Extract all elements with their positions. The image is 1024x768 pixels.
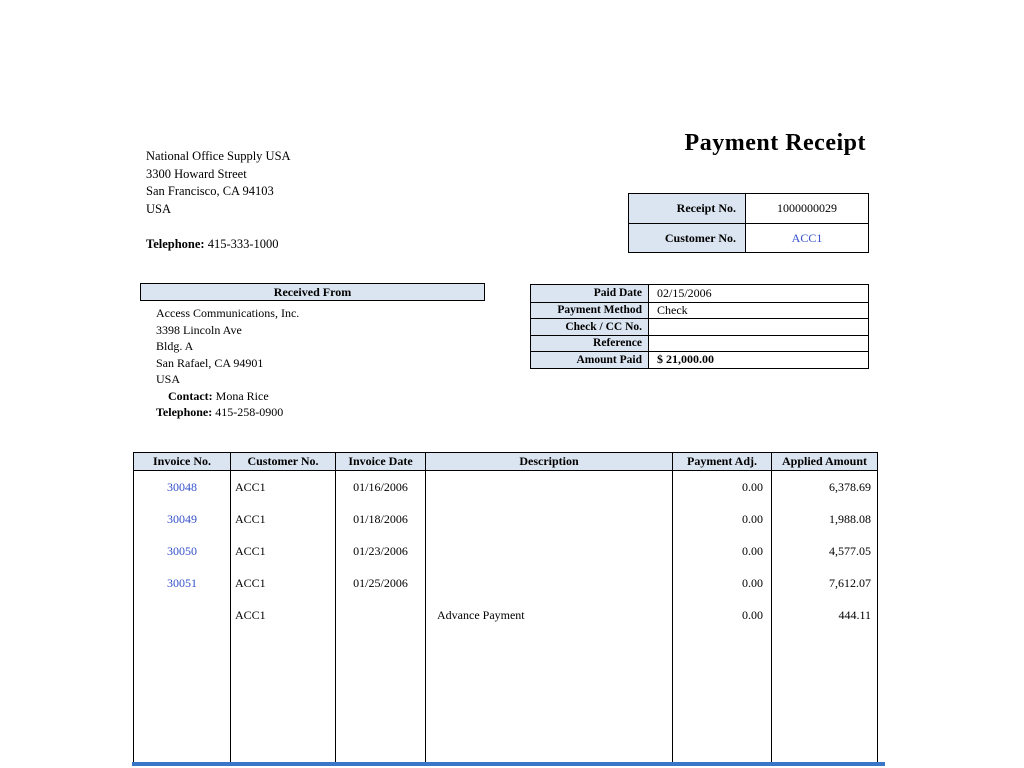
description-cell [426,599,673,631]
payment-detail-row [531,302,868,319]
payment-adj-cell [673,599,772,631]
received-from-header: Received From [140,283,485,301]
invoice-column-header: Invoice No. [134,453,231,470]
telephone-value: 415-258-0900 [215,405,284,419]
payment-detail-row [531,335,868,352]
customer-no-cell [231,599,336,631]
customer-no-value: ACC1 [235,607,266,622]
received-from-block [156,305,299,421]
applied-amount-value: 1,988.08 [829,511,871,526]
invoice-table-body [134,471,877,762]
payment-detail-label: Check / CC No. [531,319,649,335]
payer-telephone [156,404,299,421]
payment-adj-value: 0.00 [742,607,763,622]
payment-detail-row [531,285,868,302]
customer-no-cell [231,535,336,567]
invoice-date-value: 01/23/2006 [353,543,408,558]
filler-cell [673,631,772,762]
applied-amount-value: 444.11 [838,607,871,622]
applied-amount-value: 4,577.05 [829,543,871,558]
company-name: National Office Supply USA [146,149,291,163]
payer-address-line: San Rafael, CA 94901 [156,355,264,370]
invoice-column-header: Invoice Date [336,453,426,470]
invoice-row [134,503,877,535]
invoice-column-header: Description [426,453,673,470]
payment-detail-label: Amount Paid [531,352,649,368]
invoice-no-cell [134,471,231,503]
bottom-rule [132,762,885,766]
filler-cell [231,631,336,762]
payment-detail-row [531,318,868,335]
receipt-info-label: Customer No. [629,224,746,252]
payment-detail-label: Reference [531,336,649,352]
receipt-info-row [629,223,868,252]
payment-adj-value: 0.00 [742,575,763,590]
customer-no-value: ACC1 [235,575,266,590]
invoice-column-header: Payment Adj. [673,453,772,470]
invoice-no-cell [134,503,231,535]
description-cell [426,567,673,599]
payer-address-line: Bldg. A [156,339,194,353]
payment-adj-value: 0.00 [742,511,763,526]
payment-detail-value: 02/15/2006 [657,285,712,300]
receipt-info-label: Receipt No. [629,194,746,223]
payment-details-table [530,284,869,369]
receipt-info-table [628,193,869,253]
invoice-row [134,567,877,599]
applied-amount-value: 6,378.69 [829,479,871,494]
applied-amount-cell [772,599,877,631]
payment-adj-value: 0.00 [742,543,763,558]
contact-label: Contact: [168,388,213,403]
payment-adj-value: 0.00 [742,479,763,494]
invoice-row [134,535,877,567]
filler-cell [134,631,231,762]
telephone-value: 415-333-1000 [207,237,279,251]
payment-detail-value [649,319,868,335]
invoice-date-value: 01/16/2006 [353,479,408,494]
payment-adj-cell [673,503,772,535]
invoice-row [134,471,877,503]
payment-adj-cell [673,567,772,599]
payer-address-line: USA [156,372,181,386]
customer-no-cell [231,567,336,599]
customer-no-value: ACC1 [235,543,266,558]
payer-contact [156,388,299,405]
contact-value: Mona Rice [215,388,269,403]
payment-detail-label: Payment Method [531,303,649,319]
company-telephone [146,236,291,254]
filler-cell [336,631,426,762]
applied-amount-cell [772,503,877,535]
invoice-date-cell [336,599,426,631]
company-address-line: San Francisco, CA 94103 [146,184,274,198]
payer-address-line: 3398 Lincoln Ave [156,322,242,337]
invoice-link[interactable]: 30048 [167,479,197,494]
description-cell [426,503,673,535]
company-address-line: USA [146,201,172,216]
page-title: Payment Receipt [684,130,866,156]
filler-cell [426,631,673,762]
company-block [146,148,291,254]
applied-amount-cell [772,567,877,599]
payment-adj-cell [673,535,772,567]
filler-cell [772,631,877,762]
customer-no-value: ACC1 [235,479,266,494]
invoice-link[interactable]: 30050 [167,543,197,558]
payment-detail-value [649,336,868,352]
payment-detail-label: Paid Date [531,285,649,302]
invoice-date-cell [336,471,426,503]
description-cell [426,535,673,567]
description-cell [426,471,673,503]
receipt-number-value: 1000000029 [777,201,837,215]
telephone-label: Telephone: [156,405,213,419]
customer-no-cell [231,471,336,503]
invoice-filler-row [134,631,877,762]
invoice-column-header: Customer No. [231,453,336,470]
telephone-label: Telephone: [146,237,205,251]
invoice-date-value: 01/25/2006 [353,575,408,590]
description-value: Advance Payment [437,607,525,622]
invoice-date-cell [336,567,426,599]
invoice-row [134,599,877,631]
applied-amount-value: 7,612.07 [829,575,871,590]
customer-link[interactable]: ACC1 [791,230,823,245]
company-address-line: 3300 Howard Street [146,166,247,181]
invoice-date-cell [336,535,426,567]
invoice-link[interactable]: 30049 [167,511,197,526]
payment-adj-cell [673,471,772,503]
invoice-table-header-row [134,453,877,471]
applied-amount-cell [772,471,877,503]
payment-detail-row [531,351,868,368]
receipt-info-row [629,194,868,223]
invoice-date-cell [336,503,426,535]
payment-detail-value: Check [657,302,688,317]
customer-no-value: ACC1 [235,511,266,526]
invoice-no-cell [134,535,231,567]
applied-amount-cell [772,535,877,567]
invoice-no-cell [134,599,231,631]
invoice-applications-table [133,452,878,762]
customer-no-cell [231,503,336,535]
invoice-date-value: 01/18/2006 [353,511,408,526]
invoice-no-cell [134,567,231,599]
invoice-column-header: Applied Amount [781,454,868,468]
payment-detail-value: $ 21,000.00 [657,352,714,367]
payer-name: Access Communications, Inc. [156,306,300,320]
invoice-link[interactable]: 30051 [167,575,197,590]
